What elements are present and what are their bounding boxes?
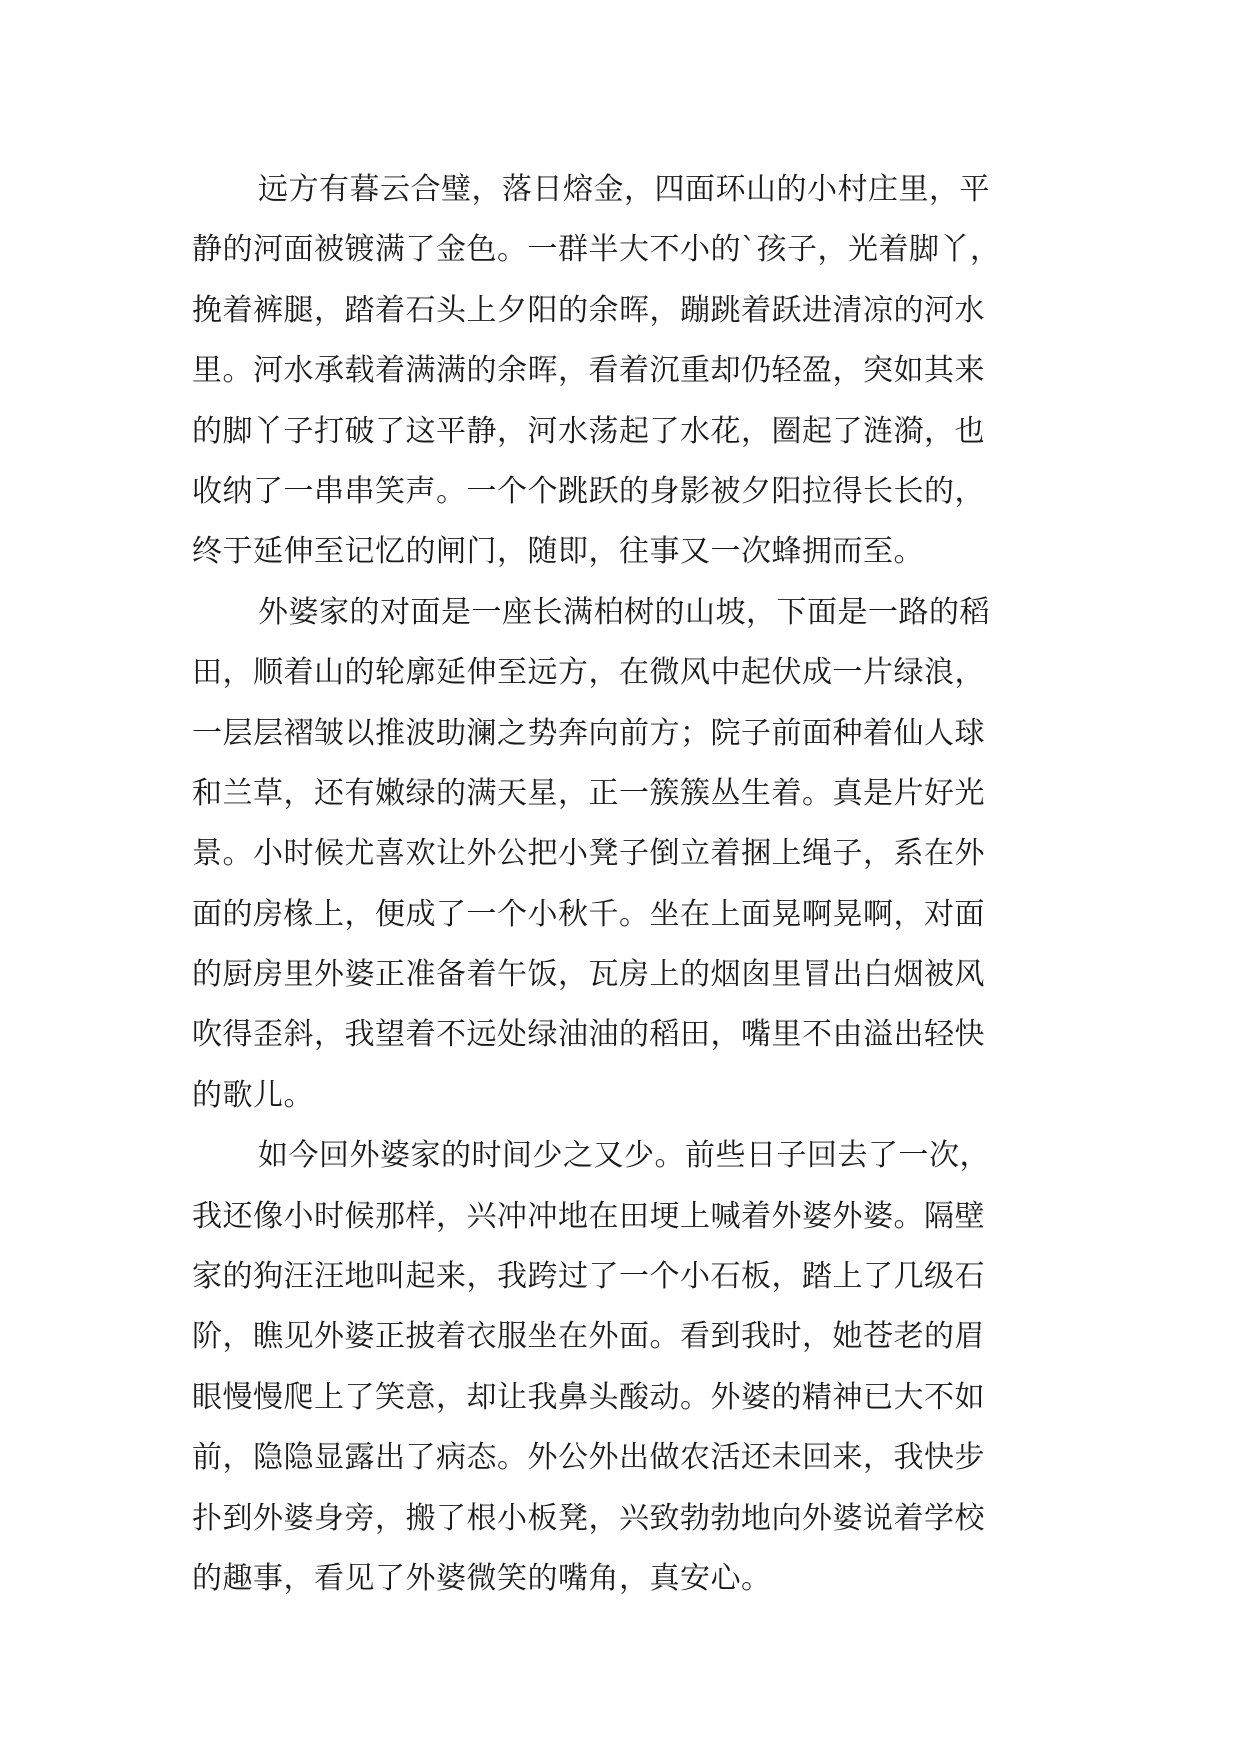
text-line: 如今回外婆家的时间少之又少。前些日子回去了一次， (258, 1138, 990, 1174)
text-line: 终于延伸至记忆的闸门，随即，往事又一次蜂拥而至。 (192, 534, 924, 570)
text-line: 面的房椽上，便成了一个小秋千。坐在上面晃啊晃啊，对面 (192, 896, 985, 932)
text-line: 的趣事，看见了外婆微笑的嘴角，真安心。 (192, 1560, 772, 1596)
text-line: 的厨房里外婆正准备着午饭，瓦房上的烟囱里冒出白烟被风 (192, 957, 985, 993)
text-line: 静的河面被镀满了金色。一群半大不小的`孩子，光着脚丫， (192, 232, 1001, 268)
text-line: 吹得歪斜，我望着不远处绿油油的稻田，嘴里不由溢出轻快 (192, 1017, 985, 1053)
text-line: 阶，瞧见外婆正披着衣服坐在外面。看到我时，她苍老的眉 (192, 1319, 985, 1355)
text-line: 前，隐隐显露出了病态。外公外出做农活还未回来，我快步 (192, 1440, 985, 1476)
text-line: 里。河水承载着满满的余晖，看着沉重却仍轻盈，突如其来 (192, 353, 985, 389)
text-line: 一层层褶皱以推波助澜之势奔向前方；院子前面种着仙人球 (192, 715, 985, 751)
text-line: 挽着裤腿，踏着石头上夕阳的余晖，蹦跳着跃进清凉的河水 (192, 292, 985, 328)
text-line: 的脚丫子打破了这平静，河水荡起了水花，圈起了涟漪，也 (192, 413, 985, 449)
text-line: 家的狗汪汪地叫起来，我跨过了一个小石板，踏上了几级石 (192, 1259, 985, 1295)
text-line: 田，顺着山的轮廓延伸至远方，在微风中起伏成一片绿浪， (192, 655, 985, 691)
text-line: 收纳了一串串笑声。一个个跳跃的身影被夕阳拉得长长的， (192, 473, 985, 509)
text-line: 和兰草，还有嫩绿的满天星，正一簇簇丛生着。真是片好光 (192, 775, 985, 811)
body-text (192, 160, 1072, 1609)
paragraph-1 (192, 160, 1072, 583)
paragraph-3 (192, 1126, 1072, 1609)
text-line: 景。小时候尤喜欢让外公把小凳子倒立着捆上绳子，系在外 (192, 836, 985, 872)
text-line: 外婆家的对面是一座长满柏树的山坡，下面是一路的稻 (258, 594, 990, 630)
text-line: 的歌儿。 (192, 1077, 314, 1113)
text-line: 我还像小时候那样，兴冲冲地在田埂上喊着外婆外婆。隔壁 (192, 1198, 985, 1234)
paragraph-2 (192, 583, 1072, 1127)
text-line: 扑到外婆身旁，搬了根小板凳，兴致勃勃地向外婆说着学校 (192, 1500, 985, 1536)
text-line: 眼慢慢爬上了笑意，却让我鼻头酸动。外婆的精神已大不如 (192, 1379, 985, 1415)
text-line: 远方有暮云合璧，落日熔金，四面环山的小村庄里，平 (258, 172, 990, 207)
